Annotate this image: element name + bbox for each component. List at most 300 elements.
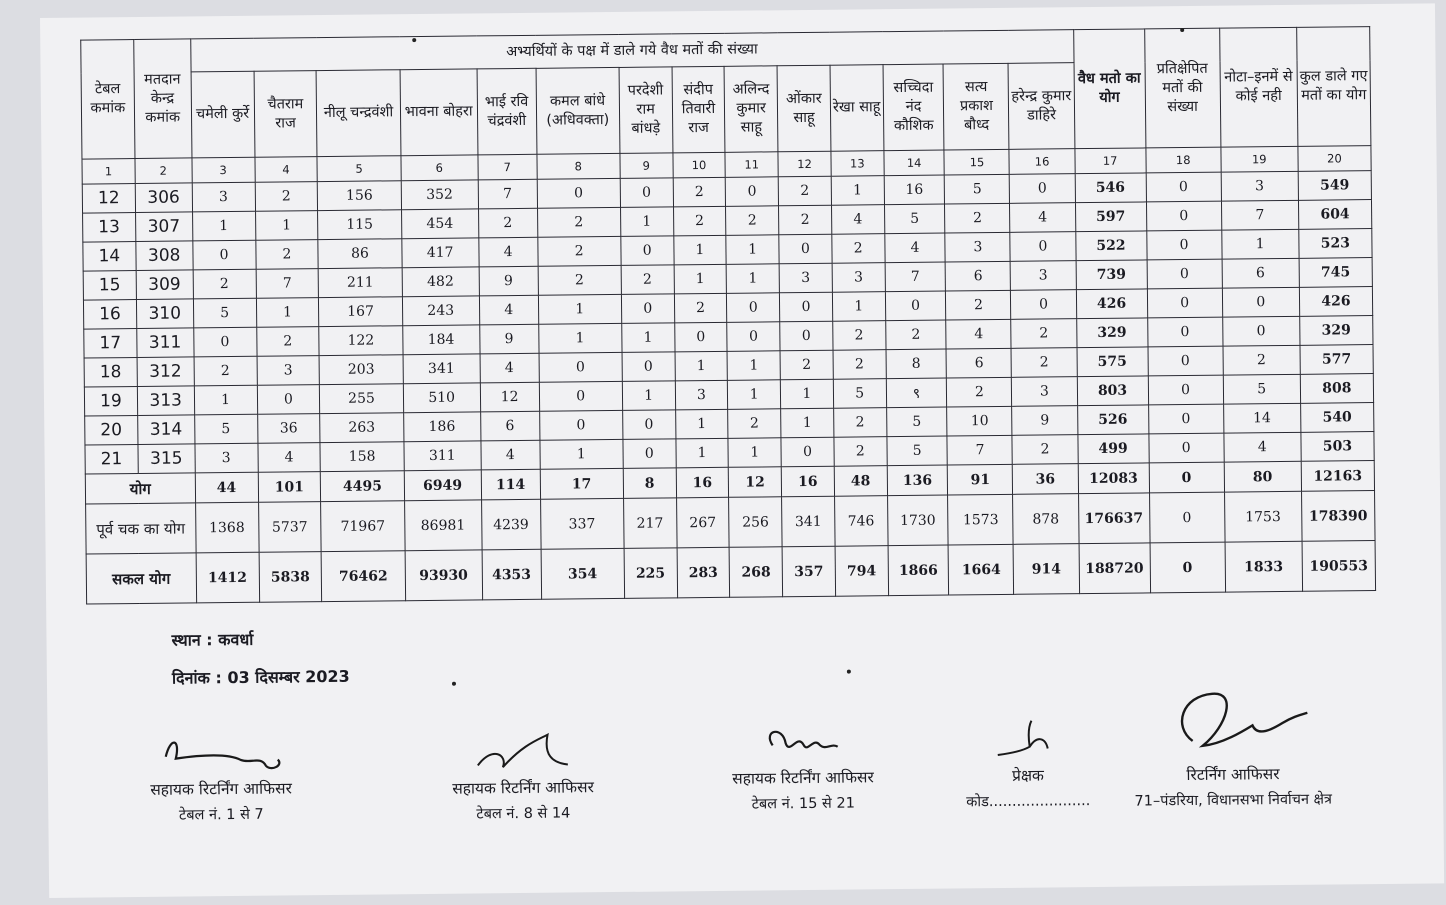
table-cell: 2 [1012,435,1077,465]
table-cell: 13 [83,213,136,243]
table-cell: 2 [833,321,886,351]
table-cell: 0 [1011,290,1076,320]
total-cell: 0 [1150,542,1226,593]
candidate-header: कमल बांधे (अधिवक्ता) [536,67,620,154]
total-cell: 341 [782,496,835,547]
candidate-header: चमेली कुर्रे [191,71,255,158]
table-cell: 2 [833,350,886,380]
total-cell: 283 [677,547,730,598]
table-cell: 19 [84,387,137,417]
table-cell: 20 [85,416,138,446]
table-cell: 2 [834,437,887,467]
total-cell: 91 [948,464,1013,495]
column-number-cell: 5 [317,156,400,182]
table-cell: 2 [621,265,674,295]
table-cell: 503 [1301,432,1375,462]
signature-1-detail: टेबल नं. 1 से 7 [178,806,264,824]
column-number-cell: 16 [1009,149,1074,175]
signature-2-detail: टेबल नं. 8 से 14 [476,805,571,823]
table-cell: 2 [537,236,621,266]
table-cell: 575 [1077,347,1148,377]
table-cell: 1 [192,211,255,241]
table-cell: 0 [781,437,834,467]
col-nota-header: नोटा–इनमें से कोई नही [1219,27,1297,147]
total-row-label: सकल योग [86,553,196,604]
table-cell: 0 [1146,201,1221,231]
table-cell: 739 [1076,260,1147,290]
col-rejected-header: प्रतिक्षेपित मतों की संख्या [1144,28,1220,148]
total-cell: 5737 [258,502,321,553]
table-cell: 0 [1148,404,1223,434]
table-cell: 2 [945,203,1010,233]
total-cell: 256 [729,497,782,548]
table-cell: 2 [778,176,831,206]
column-number-cell: 14 [884,150,945,176]
table-cell: 0 [623,439,676,469]
table-cell: 6 [480,411,539,441]
table-cell: 2 [947,377,1012,407]
table-cell: 4 [831,205,884,235]
table-cell: 0 [1147,259,1222,289]
table-cell: 311 [137,328,194,358]
total-cell: 4495 [321,471,405,502]
total-cell: 1664 [949,544,1014,595]
table-cell: 523 [1299,229,1373,259]
signature-2-title: सहायक रिटर्निंग आफिसर [452,778,594,798]
table-cell: 203 [319,355,403,385]
table-cell: 1 [675,409,728,439]
column-number-cell: 17 [1074,148,1145,174]
table-cell: 2 [478,208,537,238]
table-cell: 3 [779,263,832,293]
total-cell: 44 [195,472,258,503]
total-cell: 5838 [259,552,322,603]
total-cell: 8 [623,468,676,499]
column-number-cell: 18 [1145,147,1220,173]
column-number-cell: 10 [672,152,725,178]
ink-dot [412,38,416,42]
table-cell: 5 [194,414,257,444]
table-cell: 1 [781,408,834,438]
table-cell: 597 [1075,202,1146,232]
table-cell: 0 [1147,317,1222,347]
table-cell: 0 [1146,172,1221,202]
total-cell: 1753 [1224,491,1302,542]
table-cell: 7 [947,435,1012,465]
ink-dot [452,682,456,686]
table-cell: 5 [945,174,1010,204]
column-number-cell: 4 [254,157,317,183]
signature-4-title: प्रेक्षक [1011,766,1045,785]
table-cell: 808 [1300,374,1374,404]
table-cell: 4 [480,353,539,383]
table-cell: 417 [401,238,478,268]
table-cell: 426 [1299,287,1373,317]
signature-1-title: सहायक रिटर्निंग आफिसर [150,779,292,799]
table-cell: 1 [674,264,727,294]
total-cell: 337 [540,498,624,549]
total-cell: 1573 [948,494,1013,545]
total-cell: 178390 [1301,491,1375,542]
total-cell: 217 [623,498,676,549]
signature-block-4 [952,712,1103,816]
table-cell: 314 [137,415,194,445]
table-cell: 2 [946,290,1011,320]
table-cell: 526 [1077,405,1148,435]
table-cell: 0 [539,381,623,411]
signature-5-title: रिटर्निंग आफिसर [1186,765,1280,785]
table-cell: 3 [1012,377,1077,407]
table-cell: 167 [319,297,403,327]
table-cell: 2 [1011,348,1076,378]
table-cell: 2 [726,206,779,236]
table-cell: ९ [886,378,947,408]
signature-block-5 [1092,684,1373,815]
table-cell: 0 [1146,230,1221,260]
table-cell: 0 [621,236,674,266]
table-cell: 2 [728,409,781,439]
table-cell: 3 [1011,261,1076,291]
total-cell: 914 [1013,544,1079,595]
col-valid-total-header: वैध मतो का योग [1073,29,1145,149]
table-cell: 540 [1300,403,1374,433]
table-cell: 4 [884,233,945,263]
vote-count-table [80,26,1376,604]
table-cell: 1 [831,176,884,206]
date-label: दिनांक : 03 दिसम्बर 2023 [171,666,350,688]
candidate-header: ओंकार साहू [777,65,831,152]
table-cell: 14 [83,242,136,272]
column-number-cell: 3 [192,157,255,183]
table-cell: 522 [1075,231,1146,261]
total-cell: 6949 [404,470,481,501]
table-cell: 0 [539,352,623,382]
table-cell: 329 [1299,316,1373,346]
column-number-cell: 1 [82,159,135,185]
table-cell: 5 [887,436,948,466]
table-cell: 1 [194,385,257,415]
signature-5-detail: 71–पंडरिया, विधानसभा निर्वाचन क्षेत्र [1134,791,1333,810]
table-cell: 0 [539,410,623,440]
column-number-cell: 19 [1221,146,1298,172]
column-number-cell: 12 [778,151,831,177]
table-cell: 184 [402,325,479,355]
table-cell: 115 [318,210,402,240]
table-cell: 3 [257,356,320,386]
column-number-cell: 20 [1298,146,1371,172]
table-cell: 482 [402,267,479,297]
table-cell: 0 [621,294,674,324]
col-centre-number-header: मतदान केन्द्र कमांक [133,39,191,159]
table-cell: 14 [1223,403,1300,433]
candidate-header: भावना बोहरा [400,69,478,156]
table-cell: 5 [886,407,947,437]
table-cell: 4 [1224,432,1301,462]
result-sheet [40,3,1444,898]
table-cell: 0 [727,293,780,323]
column-number-cell: 2 [135,158,192,184]
table-cell: 604 [1298,200,1372,230]
table-cell: 0 [1147,288,1222,318]
table-cell: 86 [318,239,402,269]
column-number-cell: 8 [537,153,620,179]
table-cell: 1 [622,323,675,353]
total-cell: 794 [835,546,888,597]
total-cell: 1833 [1225,541,1303,592]
candidates-group-header: अभ्यर्थियों के पक्ष में डाले गये वैध मतों की संख्या [190,30,1073,72]
total-cell: 0 [1149,492,1225,543]
table-cell: 0 [780,321,833,351]
table-cell: 3 [832,263,885,293]
table-cell: 7 [885,262,946,292]
candidate-header: चैतराम राज [254,71,318,158]
total-row-label: पूर्व चक का योग [86,503,196,554]
table-cell: 549 [1298,171,1372,201]
table-cell: 7 [256,269,319,299]
table-cell: 2 [538,265,622,295]
table-cell: 0 [1010,232,1075,262]
table-cell: 0 [727,322,780,352]
table-cell: 0 [1148,375,1223,405]
candidate-header: नीलू चन्द्रवंशी [316,70,400,157]
table-cell: 1 [540,439,624,469]
table-cell: 352 [401,180,478,210]
table-cell: 15 [83,271,136,301]
table-cell: 5 [193,298,256,328]
table-cell: 1 [728,380,781,410]
table-cell: 255 [320,384,404,414]
table-cell: 263 [320,413,404,443]
table-cell: 307 [135,212,192,242]
place-label: स्थान : कवर्धा [171,629,254,650]
table-cell: 0 [1222,316,1299,346]
table-cell: 3 [675,380,728,410]
table-cell: 12 [82,184,135,214]
signature-block-1 [105,725,336,829]
total-cell: 93930 [405,550,483,601]
table-cell: 803 [1077,376,1148,406]
table-cell: 211 [319,268,403,298]
table-cell: 243 [402,296,479,326]
table-cell: 510 [403,383,480,413]
table-cell: 1 [780,379,833,409]
table-cell: 18 [84,358,137,388]
table-cell: 341 [403,354,480,384]
table-cell: 1 [726,235,779,265]
column-number-cell: 11 [725,152,778,178]
table-cell: 158 [320,442,404,472]
total-cell: 80 [1224,461,1301,492]
table-cell: 2 [885,320,946,350]
candidate-header: संदीप तिवारी राज [672,66,726,153]
table-cell: 1 [256,298,319,328]
table-cell: 0 [779,292,832,322]
total-cell: 1730 [887,495,948,546]
table-cell: 308 [136,241,193,271]
signature-block-3 [687,714,918,818]
table-cell: 546 [1075,173,1146,203]
total-cell: 12163 [1301,461,1375,492]
table-cell: 0 [193,327,256,357]
table-cell: 0 [1148,346,1223,376]
table-cell: 2 [256,327,319,357]
table-cell: 9 [1012,406,1077,436]
table-cell: 0 [674,322,727,352]
table-cell: 1 [727,351,780,381]
table-cell: 454 [401,209,478,239]
table-cell: 0 [537,178,621,208]
total-cell: 190553 [1302,541,1376,592]
table-cell: 311 [404,441,481,471]
total-cell: 268 [729,547,782,598]
table-cell: 1 [673,235,726,265]
table-cell: 3 [195,443,258,473]
table-cell: 577 [1300,345,1374,375]
table-cell: 312 [137,357,194,387]
total-cell: 71967 [321,501,405,552]
table-cell: 1 [538,323,622,353]
total-cell: 1412 [196,552,259,603]
table-cell: 2 [673,206,726,236]
total-cell: 1866 [888,545,949,596]
total-cell: 17 [540,468,624,499]
table-cell: 5 [1223,374,1300,404]
total-cell: 12 [729,467,782,498]
candidate-header: सच्चिदा नंद कौशिक [883,64,945,151]
total-cell: 746 [834,496,887,547]
total-cell: 114 [481,469,540,500]
signature-5-mark [1132,685,1333,763]
table-cell: 1 [832,292,885,322]
total-cell: 76462 [322,551,406,602]
total-cell: 16 [676,467,729,498]
signature-3-title: सहायक रिटर्निंग आफिसर [732,768,874,788]
table-cell: 0 [257,385,320,415]
ink-dot [847,670,851,674]
table-cell: 9 [479,324,538,354]
table-cell: 0 [620,178,673,208]
table-cell: 122 [319,326,403,356]
table-cell: 2 [674,293,727,323]
table-cell: 1 [1221,229,1298,259]
table-cell: 4 [1010,203,1075,233]
table-cell: 0 [192,240,255,270]
table-cell: 16 [884,175,945,205]
table-cell: 2 [255,182,318,212]
table-cell: 2 [780,350,833,380]
total-cell: 16 [781,466,834,497]
column-number-cell: 7 [478,154,537,180]
table-cell: 1 [255,211,318,241]
table-cell: 0 [726,177,779,207]
signature-2-mark [447,724,598,776]
table-cell: 10 [947,406,1012,436]
table-cell: 17 [84,329,137,359]
signature-3-detail: टेबल नं. 15 से 21 [751,795,855,813]
column-number-cell: 9 [620,153,673,179]
table-cell: 0 [1222,287,1299,317]
candidate-header: परदेशी राम बांधड़े [619,67,673,154]
table-cell: 2 [779,205,832,235]
table-cell: 310 [136,299,193,329]
total-cell: 176637 [1078,493,1150,544]
candidate-header: रेखा साहू [830,65,884,152]
table-cell: 1 [538,294,622,324]
total-cell: 267 [676,497,729,548]
table-cell: 0 [622,352,675,382]
table-cell: 6 [946,261,1011,291]
candidate-header: अलिन्द कुमार साहू [724,66,778,153]
total-cell: 357 [782,546,835,597]
table-cell: 7 [1221,200,1298,230]
total-cell: 48 [834,466,887,497]
total-cell: 86981 [404,500,482,551]
ink-dot [1180,28,1184,32]
total-cell: 354 [541,548,625,599]
column-number-cell: 6 [401,155,478,181]
total-row-label: योग [85,473,195,504]
table-cell: 2 [832,234,885,264]
table-cell: 2 [673,177,726,207]
signature-1-mark [145,725,296,777]
table-cell: 0 [779,234,832,264]
table-cell: 3 [1221,171,1298,201]
table-cell: 12 [480,382,539,412]
table-cell: 9 [479,266,538,296]
signature-4-detail: कोड...................... [966,793,1091,811]
table-cell: 5 [884,204,945,234]
table-cell: 156 [318,181,402,211]
table-cell: 21 [85,444,138,474]
table-cell: 1 [622,381,675,411]
table-cell: 0 [622,410,675,440]
table-cell: 2 [833,408,886,438]
column-number-cell: 15 [944,149,1009,175]
table-cell: 2 [1223,345,1300,375]
table-cell: 4 [257,443,320,473]
table-cell: 186 [403,412,480,442]
table-cell: 2 [537,207,621,237]
table-cell: 5 [833,379,886,409]
column-number-cell: 13 [831,151,884,177]
total-cell: 36 [1013,464,1078,495]
table-cell: 6 [1222,258,1299,288]
table-cell: 4 [946,319,1011,349]
table-cell: 4 [481,440,540,470]
table-cell: 6 [947,348,1012,378]
candidate-header: भाई रवि चंद्रवंशी [477,68,537,155]
table-cell: 315 [138,444,195,474]
signature-3-mark [727,714,878,766]
total-cell: 136 [887,465,948,496]
total-cell: 878 [1013,494,1079,545]
total-cell: 1368 [195,502,258,553]
table-cell: 16 [83,300,136,330]
table-cell: 745 [1299,258,1373,288]
total-cell: 101 [258,472,321,503]
table-cell: 3 [945,232,1010,262]
table-cell: 313 [137,386,194,416]
table-cell: 2 [255,240,318,270]
total-cell: 12083 [1078,463,1149,494]
table-cell: 3 [192,182,255,212]
table-cell: 306 [135,183,192,213]
candidate-header: हरेन्द्र कुमार डाहिरे [1008,63,1074,150]
table-cell: 2 [194,356,257,386]
signature-block-2 [407,724,638,828]
signature-4-mark [967,712,1088,763]
total-cell: 225 [624,548,677,599]
